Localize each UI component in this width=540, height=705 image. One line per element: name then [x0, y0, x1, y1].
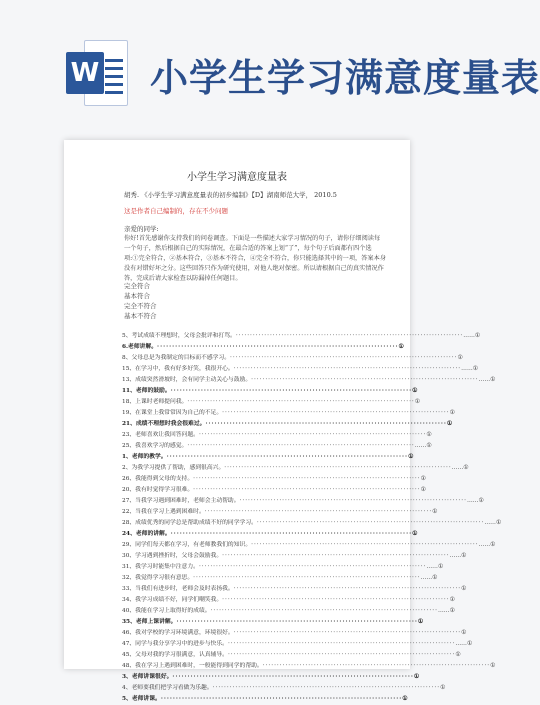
question-text: 18、上课时老师提问我。: [122, 399, 188, 405]
question-choice: ①: [412, 531, 418, 537]
question-choice: ①: [420, 476, 426, 482]
question-choice: ①: [432, 509, 438, 515]
question-item: [122, 540, 496, 551]
question-text: 24、老师的讲解。: [122, 531, 171, 537]
word-line: [105, 83, 123, 86]
leader-dots: ················································································: [222, 553, 450, 559]
question-choice: ①: [461, 630, 467, 636]
question-text: 22、当我在学习上遇到困难时。: [122, 509, 205, 515]
question-item: [122, 606, 455, 617]
leader-dots: ················································································: [187, 399, 415, 405]
question-list: [122, 331, 502, 705]
question-item: [122, 617, 424, 628]
leader-dots: ················································································: [210, 608, 438, 614]
question-item: [122, 452, 414, 463]
question-item: [122, 496, 484, 507]
question-choice: ……①: [437, 608, 455, 614]
question-item: [122, 408, 455, 419]
question-item: [122, 562, 444, 573]
question-text: 35、老师上课讲解。: [122, 619, 177, 625]
question-item: [122, 694, 408, 705]
question-choice: ①: [420, 487, 426, 493]
question-item: [122, 639, 473, 650]
intro-paragraph: 你好!首先感谢你支持我们的问卷调查。下面是一些描述大家学习情况的句子，请你仔细阅读每一个句子，然后根据自己的实际情况，在最合适的答案上划“了”，每个句子后面都有四个选项:①完全符合，②基本符合，③基本不符合，④完全不符合，你只能选择其中的一项，答案本身没有对错好坏之分。这些回答只作为研究使用，对他人绝对保密。所以请根据自己的真实情况作答，完成后请大家检查以防漏掉任何题目。: [124, 235, 386, 282]
question-choice: ……①: [451, 465, 469, 471]
leader-dots: ················································································: [222, 410, 450, 416]
question-text: 1、老师的教学。: [122, 454, 167, 460]
question-item: [122, 584, 467, 595]
leader-dots: ················································································: [239, 498, 467, 504]
leader-dots: ················································································: [256, 520, 485, 526]
banner: [0, 0, 540, 140]
question-choice: ①: [490, 663, 496, 669]
question-choice: ①: [440, 685, 446, 691]
question-item: [122, 331, 481, 342]
question-item: [122, 485, 426, 496]
leader-dots: ················································································: [170, 531, 413, 537]
word-letter: W: [66, 52, 104, 94]
question-choice: ①: [413, 674, 420, 680]
option-label: 基本符合: [124, 292, 150, 300]
question-item: [122, 628, 467, 639]
question-item: [122, 474, 426, 485]
question-item: [122, 551, 467, 562]
leader-dots: ················································································: [233, 366, 462, 372]
question-choice: ……①: [461, 366, 478, 372]
question-text: 48、我在学习上遇到困难时，一般能得到同学的帮助。: [122, 663, 263, 669]
question-text: 15、在学习中，我有好多好笑，我很开心。: [122, 366, 234, 372]
question-text: 21、成绩不理想时我会很难过。: [122, 421, 206, 427]
leader-dots: ················································································: [233, 630, 462, 636]
question-text: 34、我学习成绩不好，同学们嘲笑我。: [122, 597, 223, 603]
question-choice: ……①: [478, 542, 496, 548]
question-text: 40、我能在学习上取得好的成绩。: [122, 608, 211, 614]
question-item: [122, 375, 496, 386]
leader-dots: ················································································: [227, 652, 456, 658]
word-line: [105, 75, 123, 78]
leader-dots: ················································································: [205, 421, 447, 427]
answer-options: [124, 281, 157, 321]
question-text: 33、当我们有进步时，老师会及时表扬我。: [122, 586, 234, 592]
leader-dots: ················································································: [176, 619, 418, 625]
word-line: [105, 91, 123, 94]
question-item: [122, 386, 418, 397]
leader-dots: ················································································: [157, 344, 399, 350]
leader-dots: ················································································: [233, 586, 462, 592]
question-choice: ……①: [449, 553, 467, 559]
leader-dots: ················································································: [262, 663, 491, 669]
leader-dots: ················································································: [160, 696, 403, 702]
question-choice: ①: [449, 597, 455, 603]
question-choice: ①: [412, 388, 418, 394]
question-item: [122, 397, 420, 408]
leader-dots: ················································································: [193, 575, 421, 581]
leader-dots: ················································································: [204, 509, 433, 515]
question-choice: ……①: [466, 498, 484, 504]
leader-dots: ················································································: [170, 388, 413, 394]
question-choice: ①: [461, 586, 467, 592]
word-icon: [66, 40, 128, 106]
document-title: 小学生学习满意度量表: [187, 172, 287, 183]
document-citation: 胡秀. 《小学生学习满意度量表的初步编制》【D】湖南师范大学， 2010.5: [124, 191, 337, 199]
question-item: [122, 650, 461, 661]
question-text: 27、当我学习遇到困难时，老师会主动帮助。: [122, 498, 240, 504]
question-text: 6.老师讲解。: [122, 344, 158, 350]
question-choice: ①: [417, 619, 424, 625]
question-item: [122, 595, 455, 606]
question-choice: ……①: [455, 641, 473, 647]
question-text: 4、老师要我们把学习看做为乐趣。: [122, 685, 213, 691]
leader-dots: ················································································: [212, 685, 441, 691]
question-text: 8、父母总是为我制定的目标而不感学习。: [122, 355, 231, 361]
question-choice: ①: [414, 399, 420, 405]
question-item: [122, 529, 418, 540]
question-choice: ……①: [426, 564, 444, 570]
question-choice: ……①: [463, 333, 481, 339]
question-choice: ……①: [484, 520, 502, 526]
leader-dots: ················································································: [166, 454, 409, 460]
red-note: 这是作者自己编制的，存在不少问题: [124, 207, 228, 215]
question-text: 29、同学们每天都在学习，有老师教我们的知识。: [122, 542, 252, 548]
question-text: 32、我觉得学习很有意思。: [122, 575, 194, 581]
question-item: [122, 353, 463, 364]
question-text: 3、老师讲课很好。: [122, 674, 173, 680]
question-choice: ①: [398, 344, 404, 350]
leader-dots: ················································································: [224, 465, 452, 471]
question-text: 30、学习遇到挫折时，父母会鼓励我。: [122, 553, 223, 559]
question-choice: ①: [455, 652, 461, 658]
question-choice: ①: [449, 410, 455, 416]
question-text: 23、老师喜欢让我回答问题。: [122, 432, 199, 438]
question-item: [122, 364, 478, 375]
leader-dots: ················································································: [187, 443, 415, 449]
word-line: [105, 59, 123, 62]
question-choice: ①: [457, 355, 463, 361]
question-text: 5、老师讲课。: [122, 696, 161, 702]
question-item: [122, 507, 438, 518]
question-item: [122, 683, 446, 694]
question-choice: ①: [408, 454, 414, 460]
question-text: 13、成绩突然滑坡时，会有同学主动关心与鼓励。: [122, 377, 252, 383]
question-choice: ①: [446, 421, 453, 427]
option-label: 完全不符合: [124, 302, 157, 310]
leader-dots: ················································································: [235, 333, 464, 339]
document-page: [64, 140, 502, 702]
question-text: 25、我喜欢学习的感觉。: [122, 443, 188, 449]
question-choice: ……①: [478, 377, 496, 383]
leader-dots: ················································································: [227, 641, 456, 647]
question-item: [122, 419, 453, 430]
question-text: 19、在课堂上我常常因为自己的不足。: [122, 410, 223, 416]
option-label: 基本不符合: [124, 312, 157, 320]
question-choice: ①: [426, 432, 432, 438]
question-text: 26、我能得到父母的支持。: [122, 476, 194, 482]
question-text: 28、成绩优秀的同学总是帮助成绩不好的同学学习。: [122, 520, 257, 526]
word-line: [105, 67, 123, 70]
leader-dots: ················································································: [172, 674, 414, 680]
question-item: [122, 342, 404, 353]
question-text: 11、老师的鼓励。: [122, 388, 171, 394]
question-item: [122, 661, 496, 672]
question-text: 31、我学习时能集中注意力。: [122, 564, 199, 570]
question-text: 20、我有时觉得学习很难。: [122, 487, 194, 493]
question-text: 2、为我学习提供了帮助，感到很高兴。: [122, 465, 225, 471]
leader-dots: ················································································: [230, 355, 458, 361]
greeting: 亲爱的同学:: [124, 225, 159, 233]
leader-dots: ················································································: [198, 432, 427, 438]
leader-dots: ················································································: [222, 597, 450, 603]
question-item: [122, 463, 469, 474]
question-choice: ……①: [414, 443, 432, 449]
question-text: 5、考试成绩不理想时，父母会批评和打骂。: [122, 333, 236, 339]
question-text: 47、同学与我分享学习中的进步与快乐。: [122, 641, 228, 647]
leader-dots: ················································································: [198, 564, 427, 570]
banner-title: 小学生学习满意度量表: [150, 56, 540, 100]
question-text: 46、我对学校的学习环境满意，环境很好。: [122, 630, 234, 636]
leader-dots: ················································································: [193, 487, 421, 493]
question-item: [122, 518, 502, 529]
question-item: [122, 573, 438, 584]
question-item: [122, 672, 420, 683]
question-choice: ……①: [420, 575, 438, 581]
question-choice: ①: [402, 696, 408, 702]
leader-dots: ················································································: [251, 377, 479, 383]
leader-dots: ················································································: [193, 476, 421, 482]
question-item: [122, 441, 432, 452]
leader-dots: ················································································: [251, 542, 479, 548]
question-item: [122, 430, 432, 441]
question-text: 45、父母对我的学习很满意，认真辅导。: [122, 652, 228, 658]
option-label: 完全符合: [124, 282, 150, 290]
